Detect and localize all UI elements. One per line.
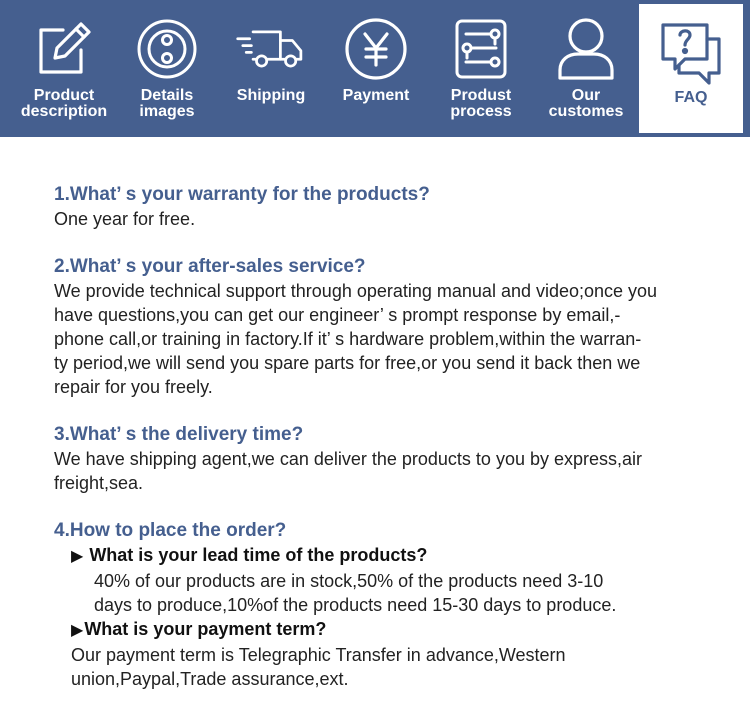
process-icon	[446, 14, 516, 84]
faq-sub-question	[54, 617, 704, 643]
user-icon	[551, 14, 621, 84]
edit-icon	[29, 14, 99, 84]
nav-item-our-customes[interactable]	[534, 0, 638, 137]
nav-item-produst-process[interactable]	[429, 0, 533, 137]
faq-answer-line: ty period,we will send you spare parts for free,or you send it back then we	[54, 353, 641, 373]
faq-question: 1.What’ s your warranty for the products?	[54, 184, 430, 205]
faq-item	[54, 423, 704, 495]
faq-answer-line: union,Paypal,Trade assurance,ext.	[71, 669, 349, 689]
faq-question: 3.What’ s the delivery time?	[54, 424, 304, 445]
nav-label: Shipping	[236, 87, 306, 104]
nav-label: FAQ	[674, 89, 708, 106]
faq-content	[54, 183, 704, 715]
nav-item-payment[interactable]	[324, 0, 428, 137]
faq-answer-line: 40% of our products are in stock,50% of the products need 3-10	[94, 571, 604, 591]
nav-label: Product description	[20, 87, 108, 120]
faq-answer-line: phone call,or training in factory.If it’ s hardware problem,within the warran-	[54, 329, 642, 349]
nav-label: Produst process	[450, 87, 512, 120]
faq-question: 4.How to place the order?	[54, 520, 287, 541]
faq-answer-line: We provide technical support through operating manual and video;once you	[54, 281, 658, 301]
nav-item-details-images[interactable]	[115, 0, 219, 137]
nav-item-shipping[interactable]	[219, 0, 323, 137]
faq-item	[54, 519, 704, 691]
faq-item	[54, 255, 704, 399]
top-nav-bar	[0, 0, 750, 137]
faq-item	[54, 183, 704, 231]
faq-answer-line: We have shipping agent,we can deliver the products to you by express,air	[54, 449, 643, 469]
yen-icon	[341, 14, 411, 84]
faq-answer-line: have questions,you can get our engineer’ s prompt response by email,-	[54, 305, 621, 325]
triangle-right-icon: ▶	[71, 548, 84, 565]
sub-question-text: What is your payment term?	[84, 619, 327, 639]
faq-answer-line: Our payment term is Telegraphic Transfer in advance,Western	[71, 645, 566, 665]
nav-label: Details images	[139, 87, 195, 120]
details-icon	[132, 14, 202, 84]
nav-label: Our customes	[548, 87, 624, 120]
nav-item-product-description[interactable]	[12, 0, 116, 137]
faq-sub-question	[54, 543, 704, 569]
faq-answer-line: days to produce,10%of the products need 15-30 days to produce.	[94, 595, 617, 615]
faq-answer-line: repair for you freely.	[54, 377, 213, 397]
sub-question-text: What is your lead time of the products?	[89, 545, 428, 565]
faq-question: 2.What’ s your after-sales service?	[54, 256, 366, 277]
faq-answer-line: freight,sea.	[54, 473, 144, 493]
faq-answer: One year for free.	[54, 209, 196, 229]
nav-item-faq[interactable]	[639, 4, 743, 133]
faq-icon	[656, 20, 726, 88]
nav-label: Payment	[342, 87, 410, 104]
triangle-right-icon: ▶	[71, 622, 84, 639]
truck-icon	[236, 14, 306, 84]
